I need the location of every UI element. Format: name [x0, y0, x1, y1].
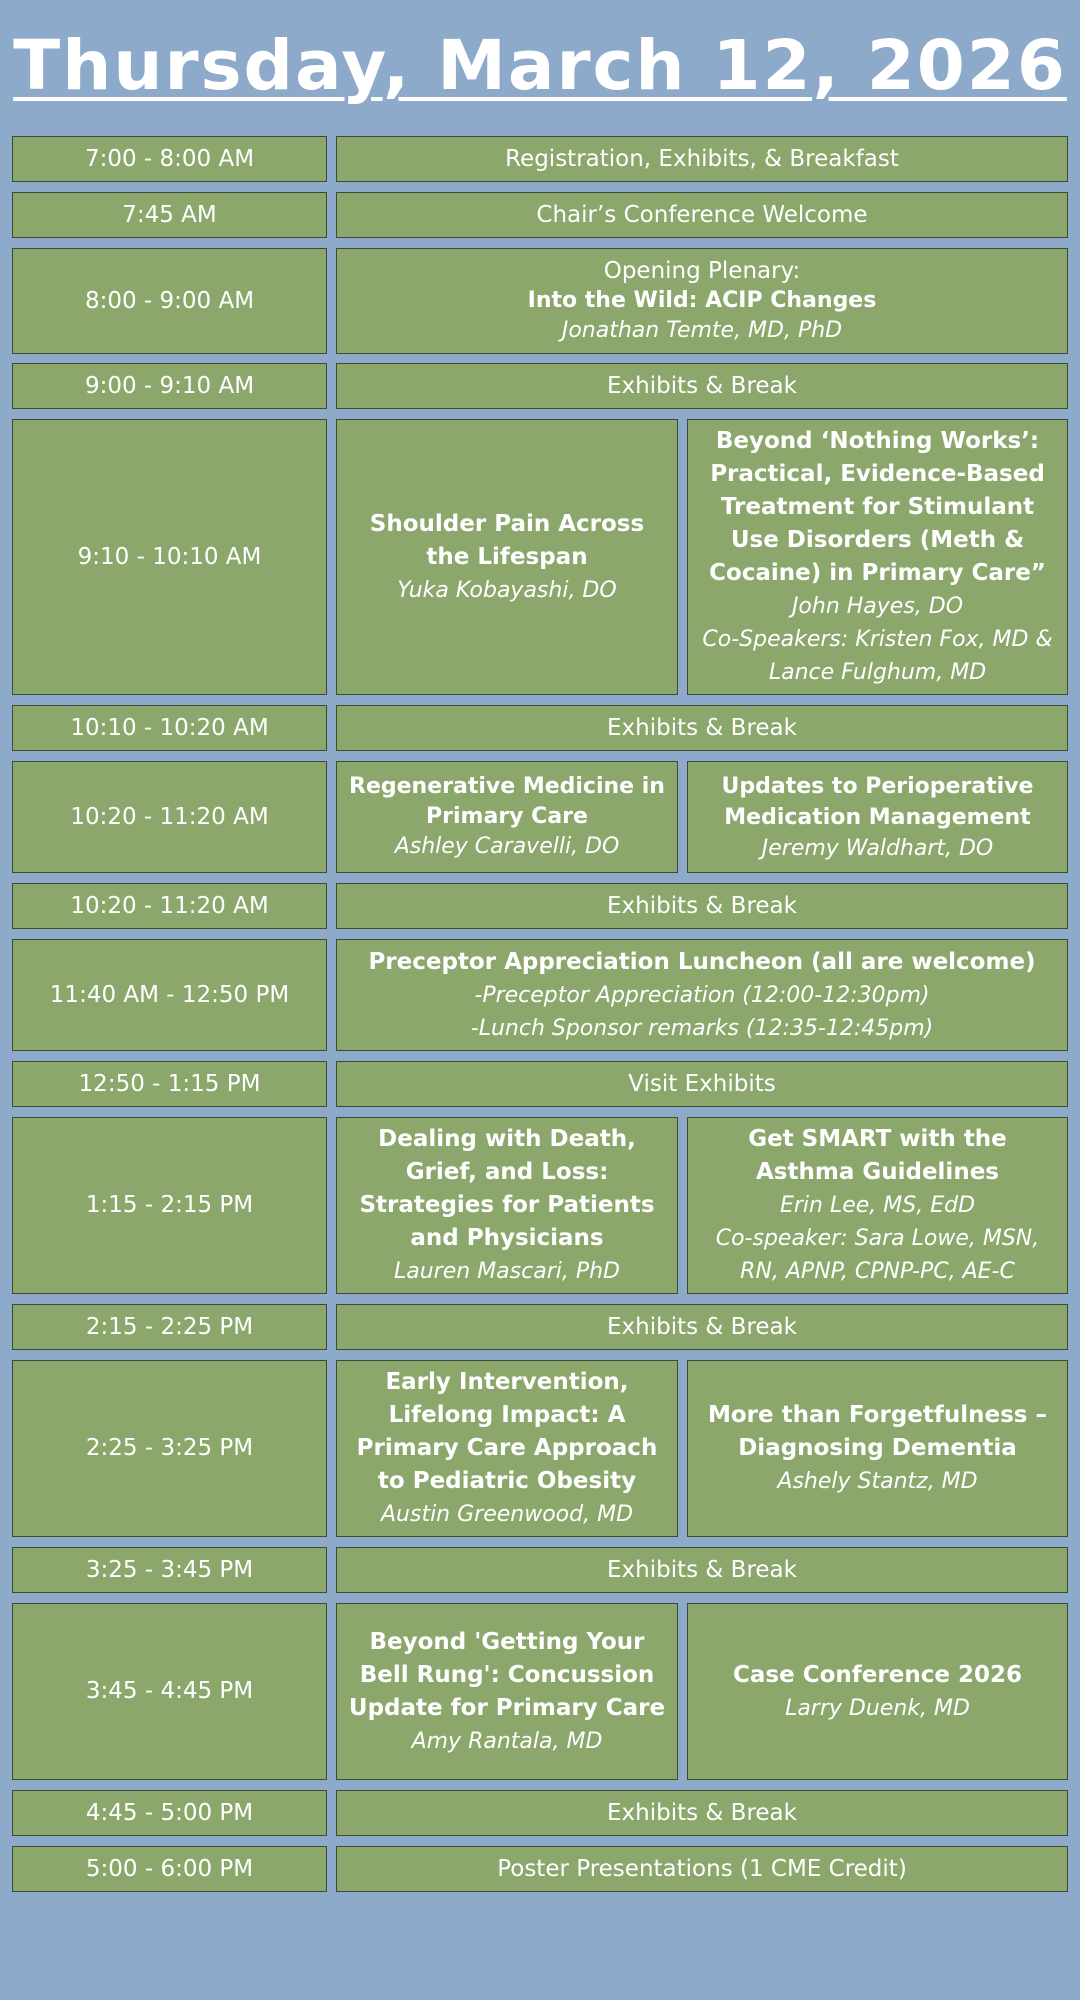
session-title: Beyond ‘Nothing Works’: Practical, Evidence-Based Treatment for Stimulant Use Disorders (Meth & Cocaine) in Primary Care” [709, 428, 1046, 586]
session-cell [687, 761, 1068, 873]
time-cell: 1:15 - 2:15 PM [12, 1117, 327, 1294]
event-cell: Poster Presentations (1 CME Credit) [336, 1846, 1068, 1892]
session-speaker: Ashely Stantz, MD [777, 1469, 978, 1494]
plenary-label: Opening Plenary: [603, 258, 801, 284]
event-cell: Exhibits & Break [336, 1790, 1068, 1836]
session-title: Beyond 'Getting Your Bell Rung': Concussion Update for Primary Care [348, 1628, 666, 1721]
session-cell [687, 1117, 1068, 1294]
session-cell [336, 1603, 678, 1780]
time-cell: 2:15 - 2:25 PM [12, 1304, 327, 1350]
session-speaker: John Hayes, DO [791, 594, 964, 619]
session-title: Preceptor Appreciation Luncheon (all are welcome) [368, 948, 1036, 975]
event-cell: Chair’s Conference Welcome [336, 192, 1068, 238]
time-cell: 11:40 AM - 12:50 PM [12, 939, 327, 1051]
session-speaker: Austin Greenwood, MD [380, 1502, 634, 1527]
event-cell: Registration, Exhibits, & Breakfast [336, 136, 1068, 182]
session-cell [336, 1360, 678, 1537]
time-cell: 2:25 - 3:25 PM [12, 1360, 327, 1537]
time-cell: 4:45 - 5:00 PM [12, 1790, 327, 1836]
session-title: Shoulder Pain Across the Lifespan [369, 510, 645, 570]
session-cell [336, 1117, 678, 1294]
session-speaker: Yuka Kobayashi, DO [397, 577, 617, 603]
event-cell: Exhibits & Break [336, 883, 1068, 929]
time-cell: 12:50 - 1:15 PM [12, 1061, 327, 1107]
session-cell [687, 419, 1068, 695]
session-speaker: Amy Rantala, MD [411, 1728, 603, 1754]
session-speaker: Jeremy Waldhart, DO [761, 835, 994, 861]
session-title: More than Forgetfulness – Diagnosing Dementia [707, 1402, 1047, 1461]
time-cell: 9:00 - 9:10 AM [12, 363, 327, 409]
time-cell: 10:20 - 11:20 AM [12, 883, 327, 929]
session-title: Get SMART with the Asthma Guidelines [748, 1126, 1007, 1185]
event-cell: Exhibits & Break [336, 1304, 1068, 1350]
time-cell: 10:20 - 11:20 AM [12, 761, 327, 873]
session-speaker: Ashley Caravelli, DO [394, 834, 620, 859]
session-speaker: Jonathan Temte, MD, PhD [561, 318, 843, 343]
luncheon-cell [336, 939, 1068, 1051]
time-cell: 7:00 - 8:00 AM [12, 136, 327, 182]
time-cell: 3:25 - 3:45 PM [12, 1547, 327, 1593]
time-cell: 9:10 - 10:10 AM [12, 419, 327, 695]
session-title: Case Conference 2026 [733, 1661, 1022, 1688]
event-cell: Exhibits & Break [336, 1547, 1068, 1593]
event-cell: Visit Exhibits [336, 1061, 1068, 1107]
session-cell [687, 1603, 1068, 1780]
session-speaker: Lauren Mascari, PhD [394, 1259, 620, 1284]
session-title: Regenerative Medicine in Primary Care [349, 774, 665, 829]
event-cell: Exhibits & Break [336, 705, 1068, 751]
session-cospeaker: Co-Speakers: Kristen Fox, MD & Lance Fulghum, MD [702, 627, 1053, 685]
session-cell [336, 761, 678, 873]
time-cell: 10:10 - 10:20 AM [12, 705, 327, 751]
time-cell: 3:45 - 4:45 PM [12, 1603, 327, 1780]
time-cell: 7:45 AM [12, 192, 327, 238]
page-title: Thursday, March 12, 2026 [13, 26, 1067, 106]
session-cell [336, 419, 678, 695]
luncheon-note: -Lunch Sponsor remarks (12:35-12:45pm) [470, 1015, 934, 1041]
time-cell: 5:00 - 6:00 PM [12, 1846, 327, 1892]
session-cospeaker: Co-speaker: Sara Lowe, MSN, RN, APNP, CPNP-PC, AE-C [715, 1226, 1040, 1284]
luncheon-note: -Preceptor Appreciation (12:00-12:30pm) [474, 982, 930, 1008]
session-cell [687, 1360, 1068, 1537]
session-speaker: Erin Lee, MS, EdD [779, 1193, 976, 1218]
session-title: Updates to Perioperative Medication Management [721, 773, 1034, 830]
session-title: Dealing with Death, Grief, and Loss: Strategies for Patients and Physicians [359, 1126, 655, 1251]
plenary-cell [336, 248, 1068, 354]
event-cell: Exhibits & Break [336, 363, 1068, 409]
session-title: Early Intervention, Lifelong Impact: A Primary Care Approach to Pediatric Obesity [356, 1369, 658, 1494]
session-speaker: Larry Duenk, MD [785, 1695, 970, 1721]
session-title: Into the Wild: ACIP Changes [527, 288, 877, 313]
time-cell: 8:00 - 9:00 AM [12, 248, 327, 354]
